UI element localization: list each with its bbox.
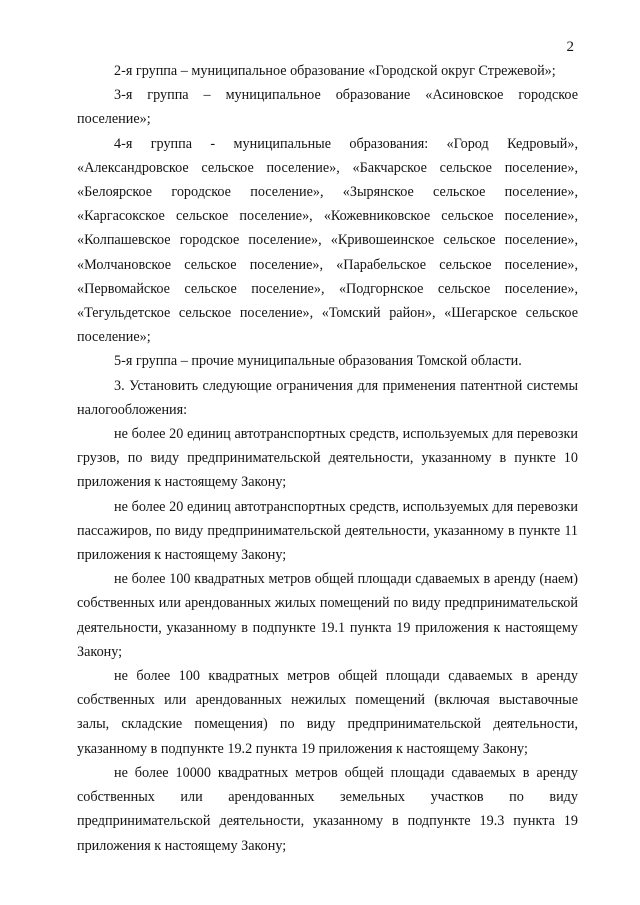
paragraph-limit-land-plots: не более 10000 квадратных метров общей площади сдаваемых в аренду собственных или арендованных земельных участков по виду предпринимательской деятельности, указанному в подпункте 19.3 пункта 19 приложения к настоящему Закону;	[77, 764, 578, 854]
body-text	[77, 59, 578, 858]
paragraph-limit-cargo-vehicles: не более 20 единиц автотранспортных средств, используемых для перевозки грузов, по виду предпринимательской деятельности, указанному в пункте 10 приложения к настоящему Закону;	[77, 426, 578, 491]
paragraph-limit-non-residential-premises: не более 100 квадратных метров общей площади сдаваемых в аренду собственных или арендованных нежилых помещений (включая выставочные залы, складские помещения) по виду предпринимательской деятельности, указанному в подпункте 19.2 пункта 19 приложения к настоящему Закону;	[77, 668, 578, 757]
paragraph-limit-passenger-vehicles: не более 20 единиц автотранспортных средств, используемых для перевозки пассажиров, по виду предпринимательской деятельности, указанному в пункте 11 приложения к настоящему Закону;	[77, 498, 578, 564]
paragraph-group-3: 3-я группа – муниципальное образование «Асиновское городское поселение»;	[77, 87, 578, 128]
paragraph-group-2: 2-я группа – муниципальное образование «Городской округ Стрежевой»;	[114, 63, 556, 79]
paragraph-group-4: 4-я группа - муниципальные образования: «Город Кедровый», «Александровское сельское поселение», «Бакчарское сельское поселение», «Белоярское городское поселение», «Зырянское сельское поселение», «Каргасокское сельское поселение», «Кожевниковское сельское поселение», «Колпашевское городское поселение», «Кривошеинское сельское поселение», «Молчановское сельское поселение», «Парабельское сельское поселение», «Первомайское сельское поселение», «Подгорнское сельское поселение», «Тегульдетское сельское поселение», «Томский район», «Шегарское сельское поселение»;	[77, 135, 578, 346]
page-number: 2	[566, 39, 574, 55]
paragraph-group-5: 5-я группа – прочие муниципальные образования Томской области.	[114, 353, 522, 370]
paragraph-clause-3: 3. Установить следующие ограничения для применения патентной системы налогообложения:	[77, 377, 578, 418]
paragraph-limit-residential-premises: не более 100 квадратных метров общей площади сдаваемых в аренду (наем) собственных или арендованных жилых помещений по виду предпринимательской деятельности, указанному в подпункте 19.1 пункта 19 приложения к настоящему Закону;	[77, 571, 578, 660]
